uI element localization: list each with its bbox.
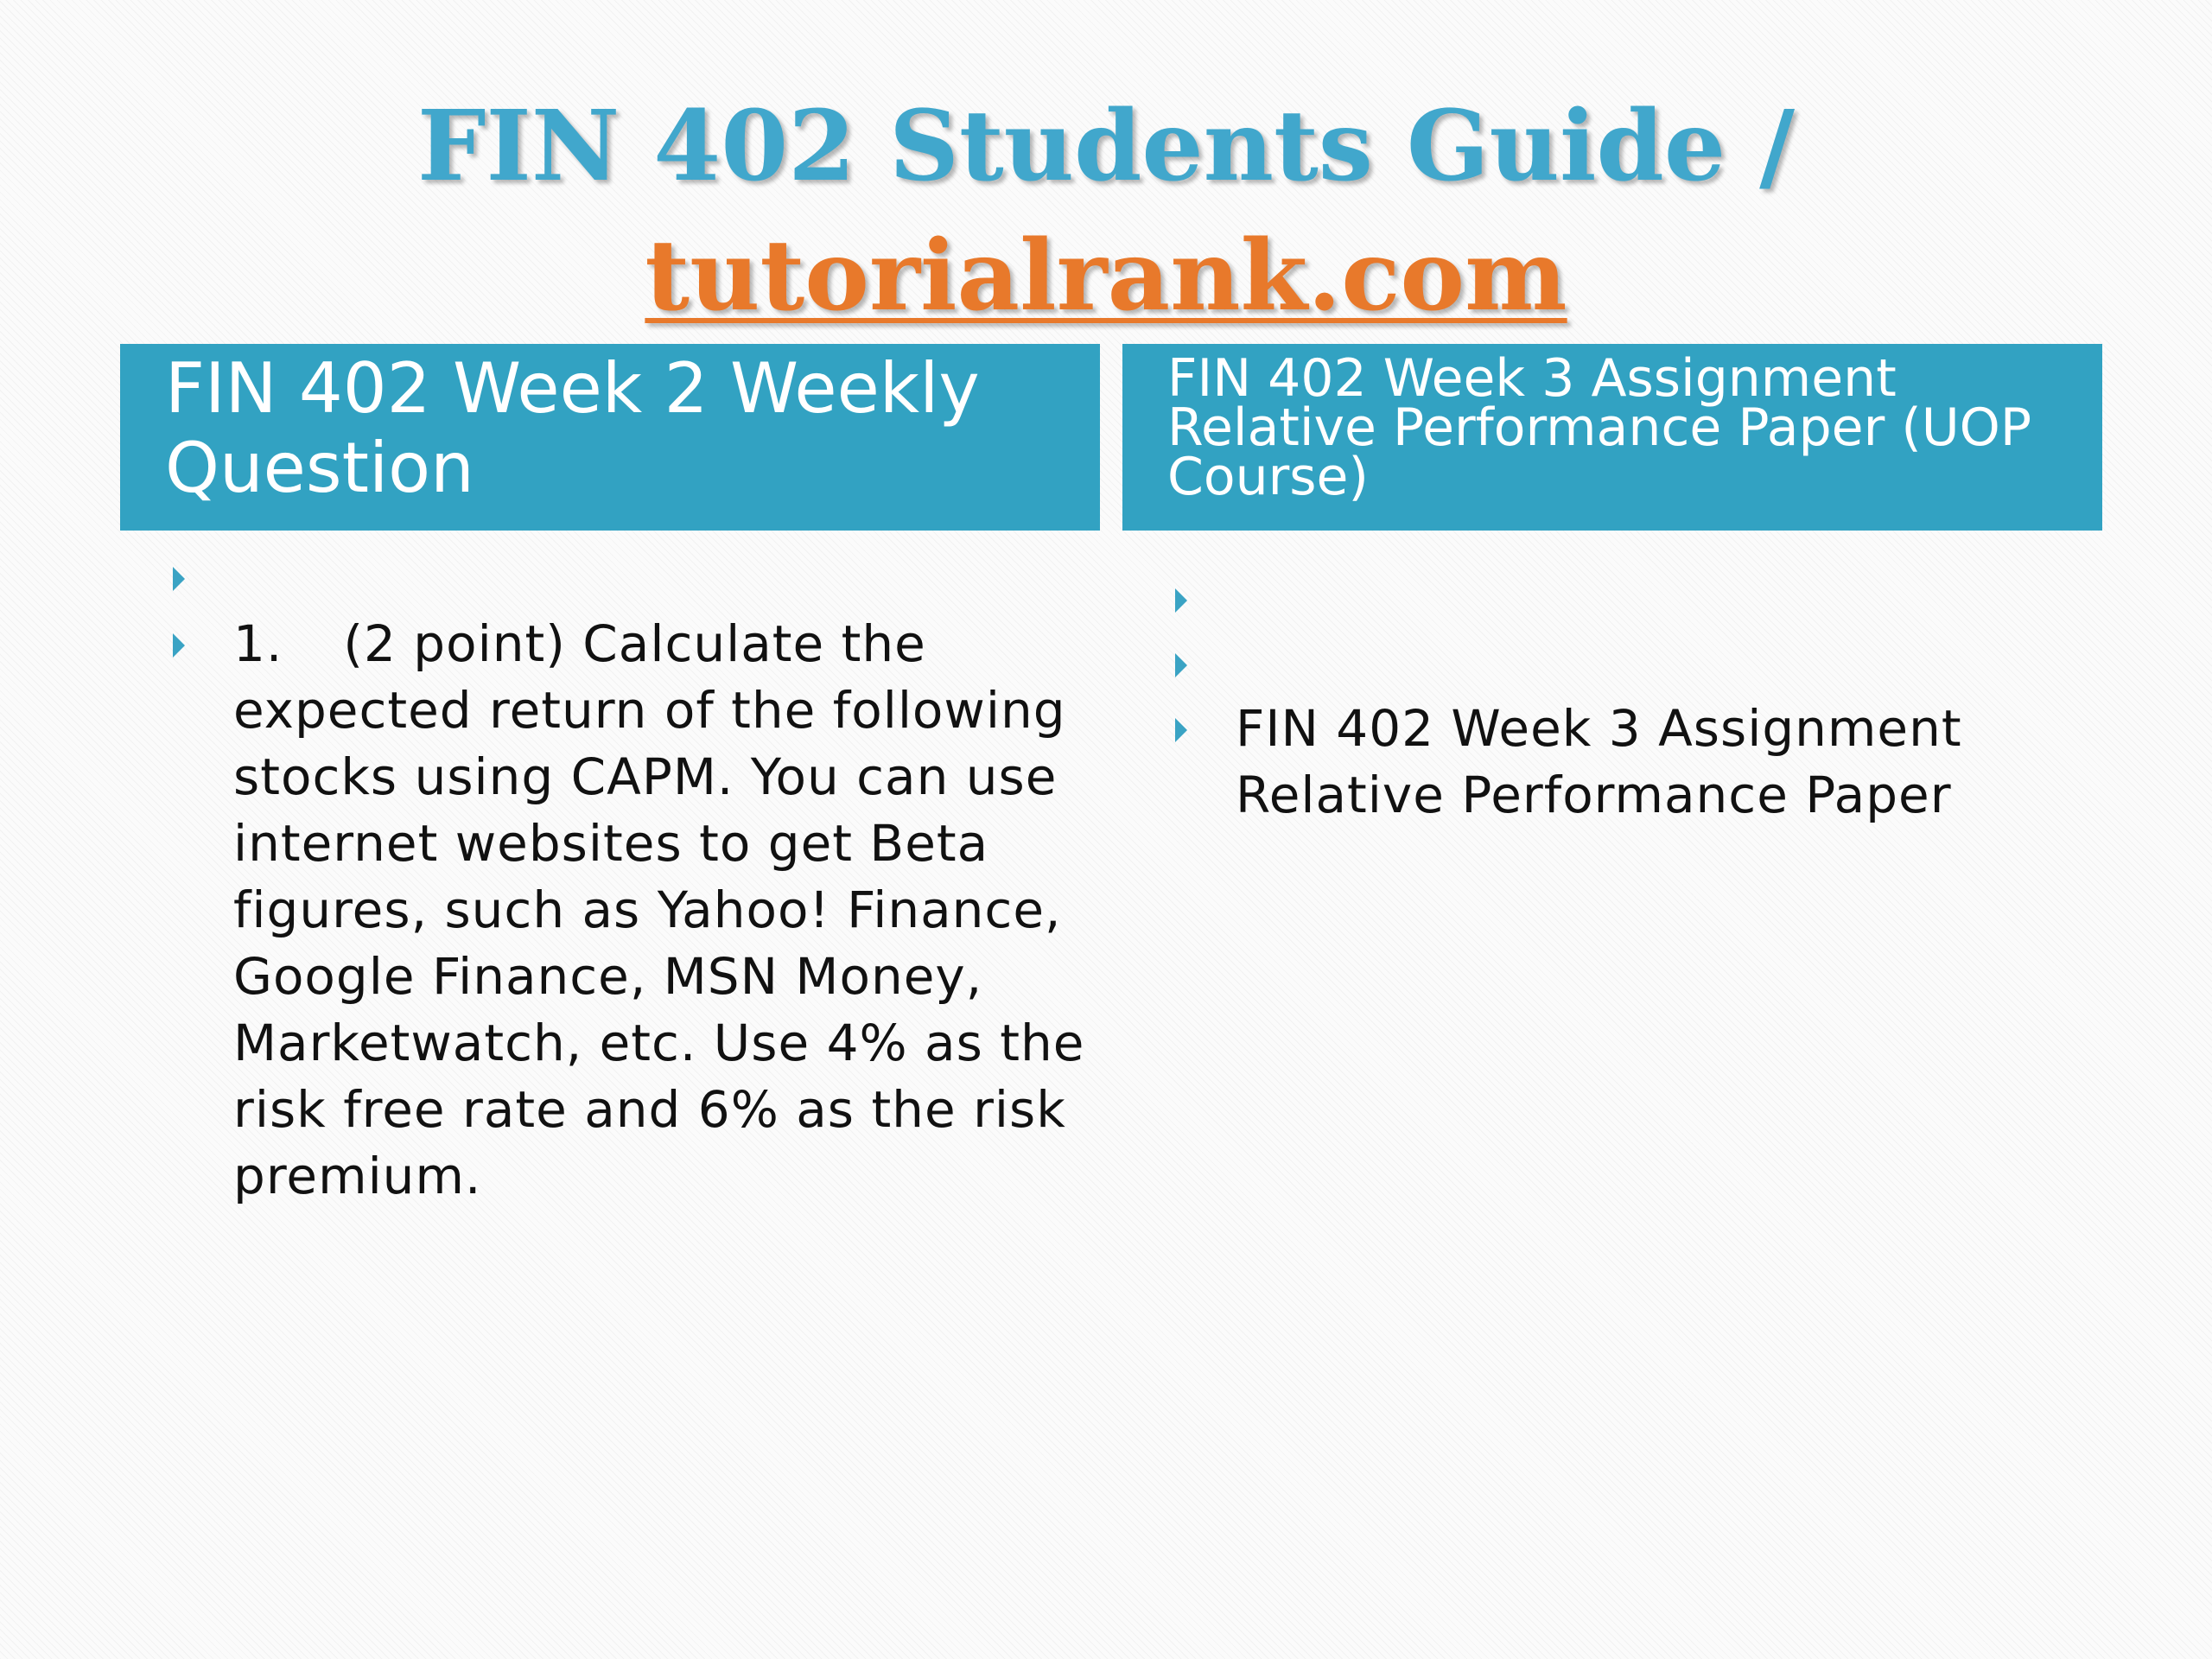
title-line-1: FIN 402 Students Guide /: [417, 90, 1795, 203]
bullet-arrow-icon: [1175, 588, 1187, 613]
list-item: [1166, 566, 2108, 631]
bullet-arrow-icon: [173, 567, 185, 591]
list-item-text: (2 point) Calculate the expected return of the following stocks using CAPM. You can use internet websites to get Beta figures, such as Yahoo! Finance, Google Finance, MSN Money, Marketwatch, etc. Use 4% as the risk free rate and 6% as the risk premium.: [233, 614, 1085, 1205]
bullet-arrow-icon: [1175, 718, 1187, 742]
list-item: [164, 544, 1097, 611]
slide-title: [0, 82, 2212, 341]
right-column-header: FIN 402 Week 3 Assignment Relative Performance Paper (UOP Course): [1122, 344, 2102, 531]
list-item-text: FIN 402 Week 3 Assignment Relative Performance Paper: [1236, 699, 1962, 824]
title-link[interactable]: tutorialrank.com: [645, 219, 1567, 333]
list-item: [1166, 631, 2108, 696]
list-item: [164, 611, 1097, 1210]
list-item: [1166, 696, 2108, 829]
bullet-arrow-icon: [173, 633, 185, 658]
left-bullet-list: [164, 544, 1097, 1210]
list-item-number: 1.: [233, 614, 283, 673]
bullet-arrow-icon: [1175, 653, 1187, 677]
left-column-header: FIN 402 Week 2 Weekly Question: [120, 344, 1100, 531]
right-bullet-list: [1166, 566, 2108, 829]
